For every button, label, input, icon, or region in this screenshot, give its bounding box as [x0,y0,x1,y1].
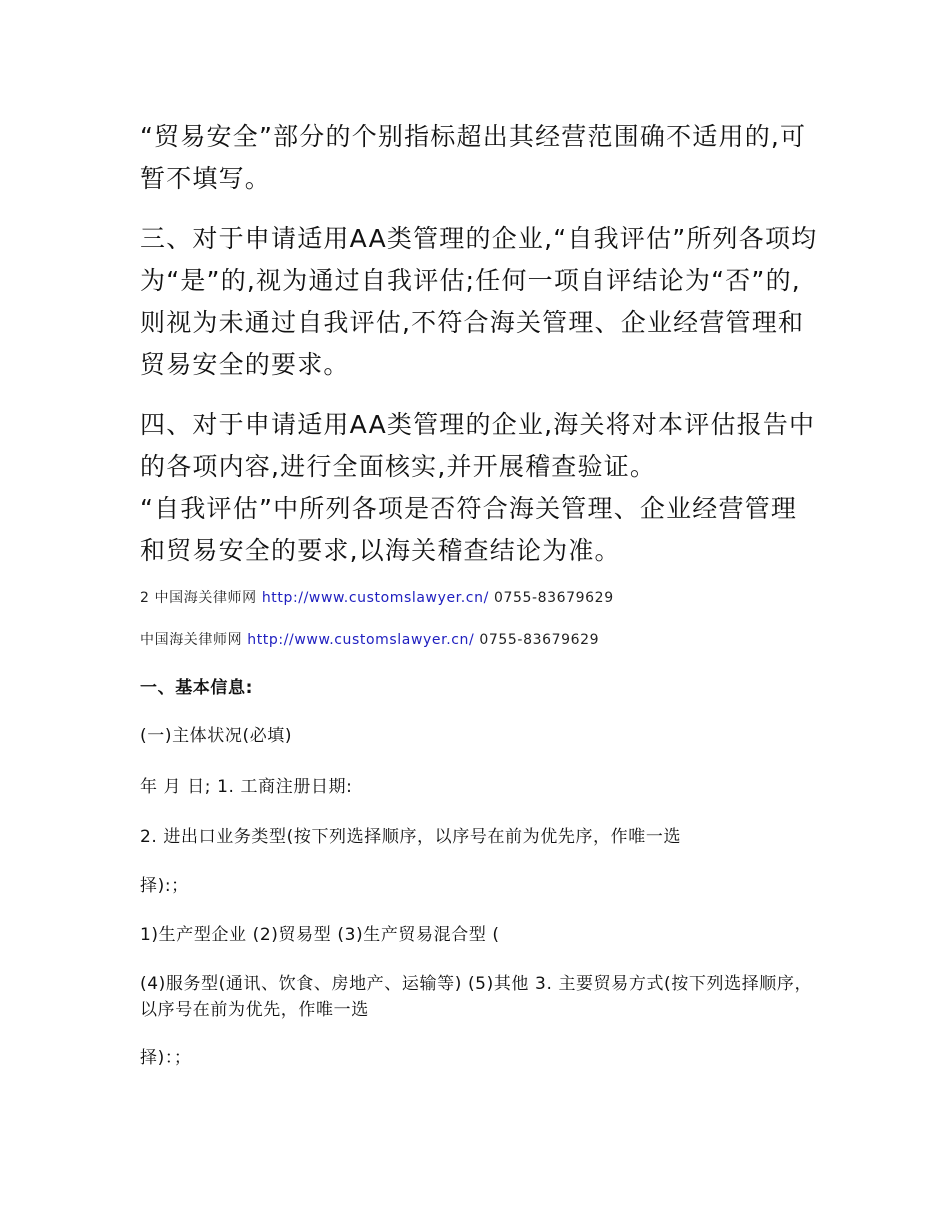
footer-link[interactable]: http://www.customslawyer.cn/ [247,632,475,648]
form-line-options: 1)生产型企业 (2)贸易型 (3)生产贸易混合型 ( [140,925,500,945]
form-line-date: 年 月 日; 1. 工商注册日期: [140,777,353,797]
footer-link[interactable]: http://www.customslawyer.cn/ [261,590,489,606]
form-line-type-end: 择):； [140,876,189,896]
paragraph-text: “贸易安全”部分的个别指标超出其经营范围确不适用的,可暂不填写。 [140,122,807,193]
footer-phone: 0755-83679629 [488,590,614,606]
paragraph-text: 四、对于申请适用AA类管理的企业,海关将对本评估报告中的各项内容,进行全面核实,并开展稽查验证。 [140,410,816,481]
page-footer-2 [140,629,599,649]
form-line-end: 择)：； [140,1048,192,1068]
subsection-heading: (一)主体状况(必填) [140,726,293,746]
paragraph-text: 三、对于申请适用AA类管理的企业,“自我评估”所列各项均为“是”的,视为通过自我评估;任何一项自评结论为“否”的,则视为未通过自我评估,不符合海关管理、企业经营管理和贸易安全的要求。 [140,224,818,379]
footer-site-name: 2 中国海关律师网 [140,590,262,606]
footer-phone: 0755-83679629 [474,632,600,648]
paragraph-text: “自我评估”中所列各项是否符合海关管理、企业经营管理和贸易安全的要求,以海关稽查结论为准。 [140,494,798,565]
paragraph-trade-security-note [140,116,820,200]
section-heading: 一、基本信息: [140,678,253,698]
form-line-options-2: (4)服务型(通讯、饮食、房地产、运输等) (5)其他 3. 主要贸易方式(按下列选择顺序，以序号在前为优先，作唯一选 [140,974,813,1020]
footer-site-name: 中国海关律师网 [140,632,248,648]
form-line-type: 2. 进出口业务类型(按下列选择顺序，以序号在前为优先序，作唯一选 [140,827,682,847]
paragraph-item-three [140,218,820,386]
paragraph-item-four [140,404,820,572]
page-footer-1 [140,587,614,607]
